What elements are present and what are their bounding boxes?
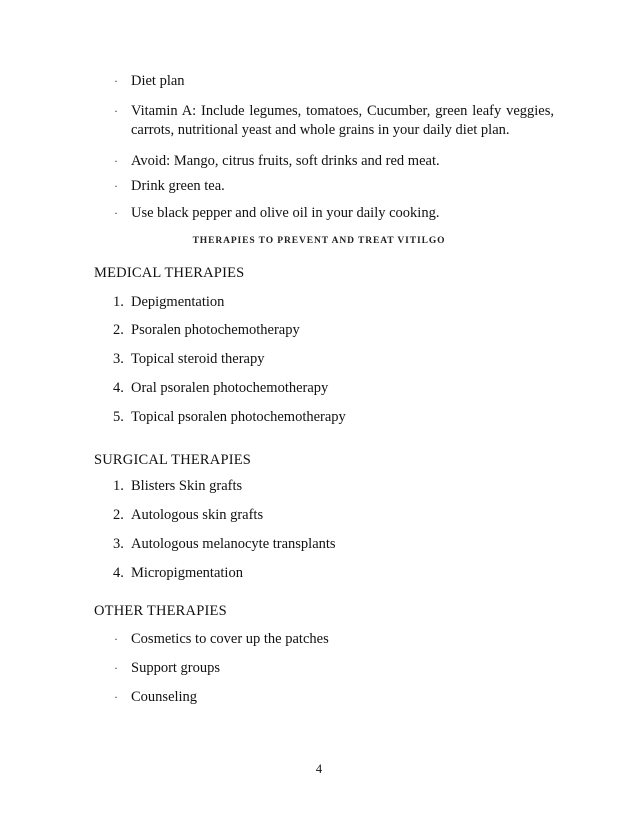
bullet-marker: ·	[114, 206, 118, 220]
list-item	[113, 535, 336, 554]
list-item	[113, 564, 243, 583]
bullet-marker: ·	[114, 661, 118, 675]
medical-heading: MEDICAL THERAPIES	[94, 265, 245, 281]
item-text: Autologous skin grafts	[131, 507, 264, 523]
item-text: Topical steroid therapy	[131, 351, 265, 367]
bullet-item	[114, 177, 554, 196]
bullet-marker: ·	[114, 632, 118, 646]
item-number: 5.	[113, 409, 124, 425]
item-number: 4.	[113, 380, 124, 396]
bullet-marker: ·	[114, 179, 118, 193]
item-number: 1.	[113, 294, 124, 310]
list-item	[113, 408, 346, 427]
item-text: Oral psoralen photochemotherapy	[131, 380, 329, 396]
bullet-marker: ·	[114, 74, 118, 88]
item-text: Depigmentation	[131, 294, 225, 310]
list-item	[113, 477, 242, 496]
bullet-item	[114, 688, 554, 707]
list-item	[113, 350, 264, 369]
section-caption: THERAPIES TO PREVENT AND TREAT VITILGO	[192, 236, 446, 246]
item-text: Topical psoralen photochemotherapy	[131, 409, 346, 425]
bullet-marker: ·	[114, 104, 118, 118]
item-text: Blisters Skin grafts	[131, 478, 243, 494]
page-number: 4	[315, 762, 323, 776]
bullet-item	[114, 659, 554, 678]
bullet-text: Avoid: Mango, citrus fruits, soft drinks and red meat.	[131, 153, 440, 169]
bullet-item	[114, 630, 554, 649]
bullet-text: Support groups	[131, 660, 221, 676]
item-text: Autologous melanocyte transplants	[131, 536, 336, 552]
item-number: 3.	[113, 351, 124, 367]
bullet-item	[114, 152, 554, 171]
item-number: 2.	[113, 322, 124, 338]
item-number: 3.	[113, 536, 124, 552]
bullet-text: Diet plan	[131, 73, 185, 89]
item-number: 1.	[113, 478, 124, 494]
bullet-marker: ·	[114, 690, 118, 704]
bullet-item	[114, 72, 554, 91]
list-item	[113, 321, 300, 340]
item-number: 2.	[113, 507, 124, 523]
bullet-text: Vitamin A: Include legumes, tomatoes, Cucumber, green leafy veggies, carrots, nutritional yeast and whole grains in your daily diet plan.	[131, 103, 554, 138]
item-text: Psoralen photochemotherapy	[131, 322, 300, 338]
bullet-item	[114, 204, 554, 223]
list-item	[113, 293, 224, 312]
bullet-item	[114, 102, 554, 140]
bullet-text: Drink green tea.	[131, 178, 225, 194]
other-heading: OTHER THERAPIES	[94, 603, 227, 619]
bullet-text: Use black pepper and olive oil in your daily cooking.	[131, 205, 440, 221]
item-number: 4.	[113, 565, 124, 581]
bullet-marker: ·	[114, 154, 118, 168]
bullet-text: Cosmetics to cover up the patches	[131, 631, 329, 647]
item-text: Micropigmentation	[131, 565, 243, 581]
list-item	[113, 379, 328, 398]
bullet-text: Counseling	[131, 689, 198, 705]
surgical-heading: SURGICAL THERAPIES	[94, 452, 252, 468]
list-item	[113, 506, 263, 525]
